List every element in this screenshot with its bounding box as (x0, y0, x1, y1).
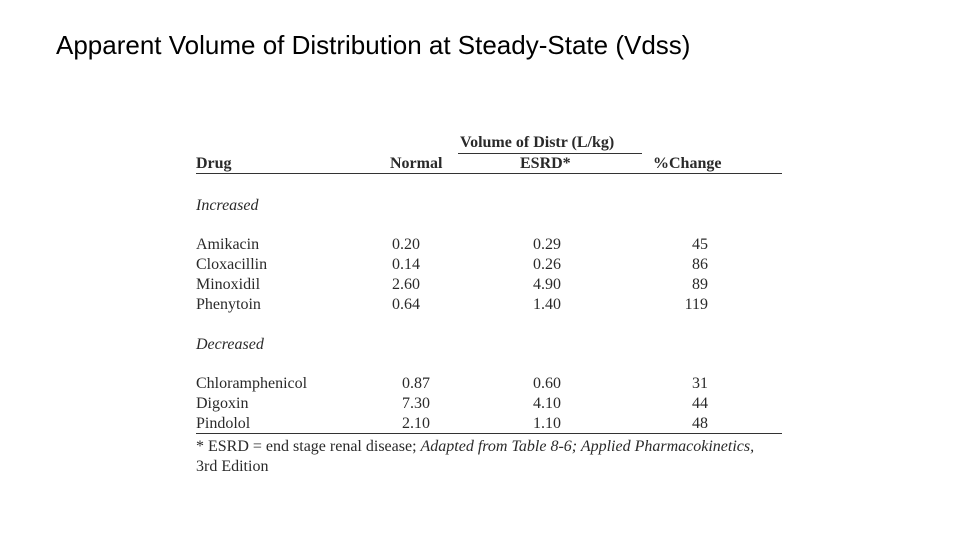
cell-drug: Minoxidil (196, 276, 261, 293)
cell-esrd: 1.10 (533, 415, 561, 432)
cell-esrd: 0.29 (533, 236, 561, 253)
group-header: Volume of Distr (L/kg) (460, 134, 615, 151)
footnote-line-1 (196, 438, 754, 456)
cell-normal: 2.10 (402, 415, 430, 432)
cell-drug: Cloxacillin (196, 256, 268, 273)
slide-title: Apparent Volume of Distribution at Steady-State (Vdss) (56, 30, 691, 60)
cell-drug: Pindolol (196, 415, 251, 432)
cell-drug: Amikacin (196, 236, 260, 253)
cell-change: 89 (692, 276, 708, 293)
cell-esrd: 4.10 (533, 395, 561, 412)
bottom-rule (196, 433, 782, 434)
cell-drug: Phenytoin (196, 296, 261, 313)
footnote-plain: * ESRD = end stage renal disease; (196, 438, 421, 455)
cell-drug: Digoxin (196, 395, 249, 412)
section-label-increased: Increased (196, 197, 259, 214)
cell-change: 48 (692, 415, 708, 432)
cell-normal: 2.60 (392, 276, 420, 293)
cell-esrd: 4.90 (533, 276, 561, 293)
col-header-change: %Change (653, 155, 722, 172)
cell-change: 119 (684, 296, 708, 313)
cell-normal: 7.30 (402, 395, 430, 412)
cell-change: 45 (692, 236, 708, 253)
section-label-decreased: Decreased (196, 336, 264, 353)
cell-esrd: 1.40 (533, 296, 561, 313)
col-header-normal: Normal (390, 155, 443, 172)
cell-change: 44 (692, 395, 708, 412)
vdss-table (190, 128, 840, 478)
footnote-citation: Adapted from Table 8-6; Applied Pharmacokinetics, (420, 438, 755, 455)
cell-normal: 0.87 (402, 375, 430, 392)
cell-normal: 0.14 (392, 256, 420, 273)
cell-esrd: 0.26 (533, 256, 561, 273)
cell-change: 86 (692, 256, 708, 273)
cell-esrd: 0.60 (533, 375, 561, 392)
col-header-esrd: ESRD* (520, 155, 571, 172)
cell-normal: 0.64 (392, 296, 420, 313)
col-header-drug: Drug (196, 155, 232, 172)
cell-change: 31 (692, 375, 708, 392)
header-rule (196, 173, 782, 174)
group-header-rule (458, 153, 642, 154)
cell-normal: 0.20 (392, 236, 420, 253)
footnote-line-2: 3rd Edition (196, 458, 269, 475)
cell-drug: Chloramphenicol (196, 375, 308, 392)
